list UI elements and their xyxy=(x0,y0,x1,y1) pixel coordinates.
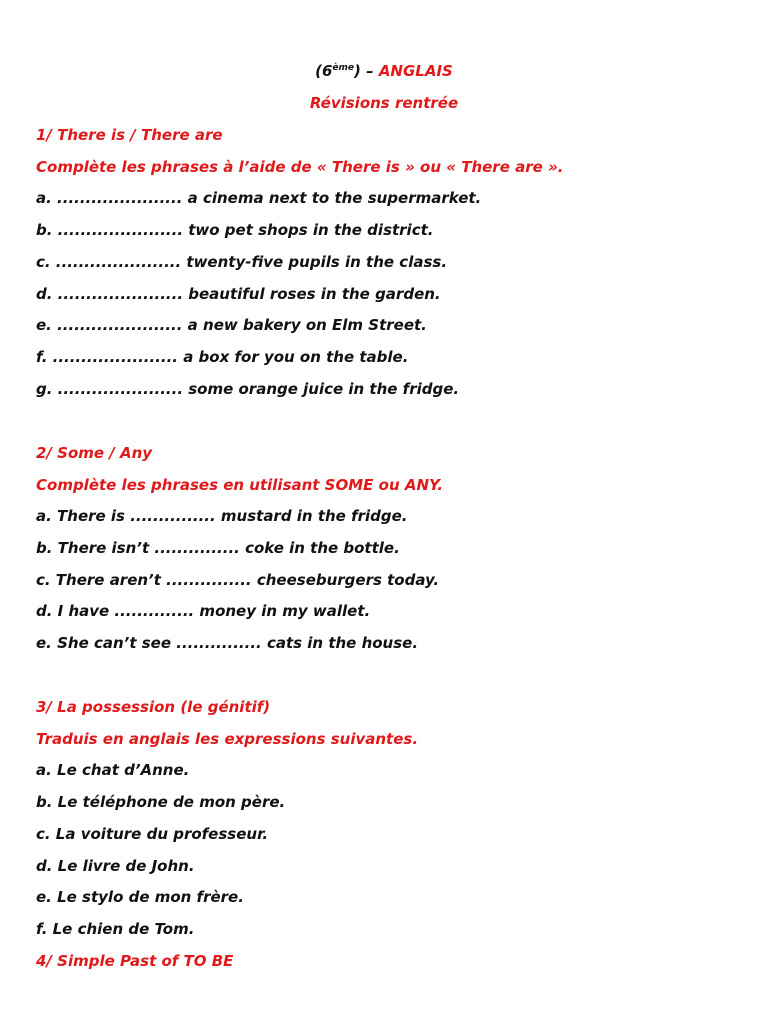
exercise-item: a. Le chat d’Anne. xyxy=(36,761,190,779)
exercise-item: d. ...................... beautiful roses in the garden. xyxy=(36,285,441,303)
exercise-item: c. There aren’t ............... cheeseburgers today. xyxy=(36,571,440,589)
section-4-title: 4/ Simple Past of TO BE xyxy=(36,952,234,970)
grade-open: (6 xyxy=(315,62,333,80)
grade-superscript: ème xyxy=(332,63,355,73)
exercise-item: e. ...................... a new bakery on Elm Street. xyxy=(36,316,427,334)
section-3-title: 3/ La possession (le génitif) xyxy=(36,698,271,716)
exercise-item: b. Le téléphone de mon père. xyxy=(36,793,286,811)
exercise-item: c. ...................... twenty-five pupils in the class. xyxy=(36,253,448,271)
document-header xyxy=(0,61,768,81)
exercise-item: g. ...................... some orange juice in the fridge. xyxy=(36,380,460,398)
subject-title: ANGLAIS xyxy=(378,62,453,80)
exercise-item: e. She can’t see ............... cats in the house. xyxy=(36,634,419,652)
section-2-title: 2/ Some / Any xyxy=(36,444,153,462)
exercise-item: a. ...................... a cinema next to the supermarket. xyxy=(36,189,482,207)
exercise-item: b. There isn’t ............... coke in the bottle. xyxy=(36,539,400,557)
exercise-item: b. ...................... two pet shops in the district. xyxy=(36,221,434,239)
section-2-instruction: Complète les phrases en utilisant SOME ou ANY. xyxy=(36,476,444,494)
exercise-item: e. Le stylo de mon frère. xyxy=(36,888,244,906)
document-subtitle: Révisions rentrée xyxy=(309,94,459,112)
exercise-item: d. Le livre de John. xyxy=(36,857,195,875)
exercise-item: a. There is ............... mustard in the fridge. xyxy=(36,507,408,525)
exercise-item: c. La voiture du professeur. xyxy=(36,825,269,843)
section-1-instruction: Complète les phrases à l’aide de « There is » ou « There are ». xyxy=(36,158,564,176)
section-3-instruction: Traduis en anglais les expressions suivantes. xyxy=(36,730,419,748)
grade-close: ) – xyxy=(354,62,379,80)
section-1-title: 1/ There is / There are xyxy=(36,126,223,144)
exercise-item: d. I have .............. money in my wallet. xyxy=(36,602,371,620)
exercise-item: f. Le chien de Tom. xyxy=(36,920,195,938)
exercise-item: f. ...................... a box for you on the table. xyxy=(36,348,409,366)
